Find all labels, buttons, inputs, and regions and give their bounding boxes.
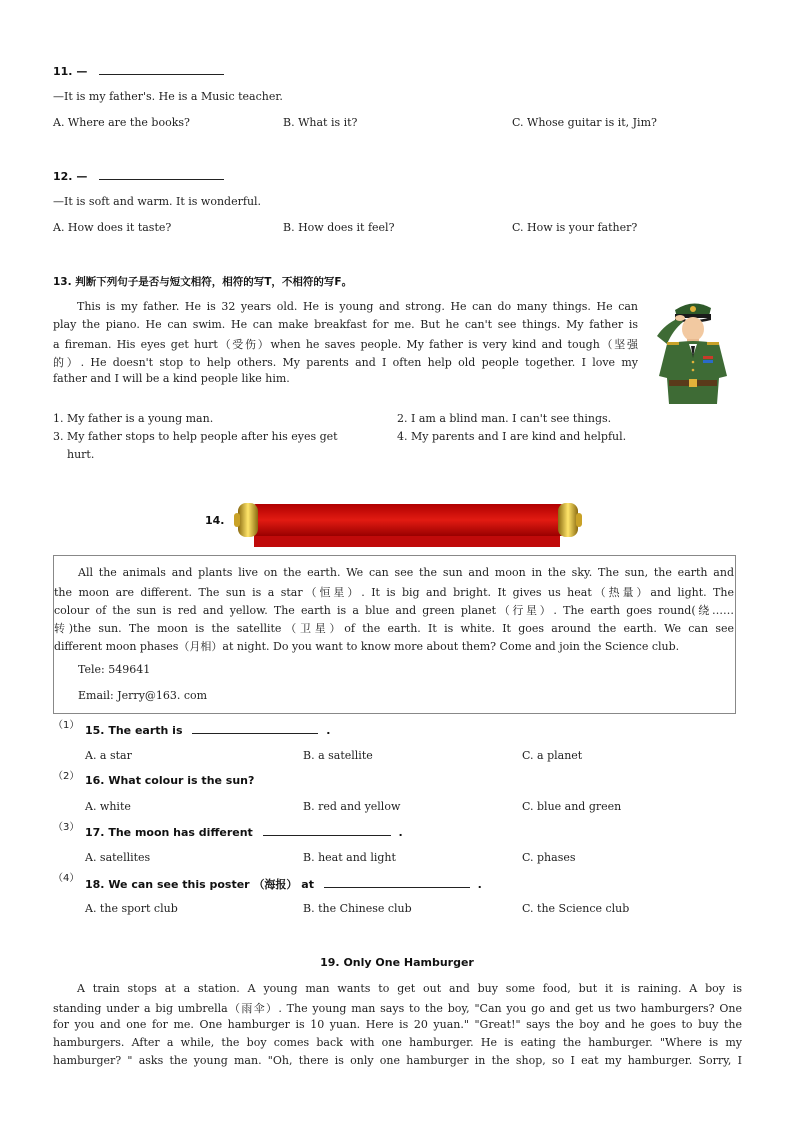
q13-statement-1: 1. My father is a young man.	[53, 412, 214, 425]
q14-tele: Tele: 549641	[78, 663, 151, 676]
q12-number: 12. —	[53, 170, 88, 183]
q13-statement-3-cont: hurt.	[67, 448, 95, 461]
q12-stem	[53, 169, 224, 183]
q15-blank	[192, 723, 318, 734]
q15-option-a: A. a star	[85, 749, 132, 762]
q18-option-c: C. the Science club	[522, 902, 630, 915]
q18-stem: 18. We can see this poster （海报） at .	[85, 878, 482, 891]
q11-blank	[99, 64, 224, 75]
q17-stem: 17. The moon has different .	[85, 826, 403, 839]
q14-passage-line: different moon phases（月相）at night. Do you want to know more about them? Come and join the Science club.	[54, 640, 680, 653]
q11-option-a: A. Where are the books?	[53, 116, 190, 129]
saluting-soldier-illustration	[645, 296, 741, 408]
q17-option-a: A. satellites	[85, 851, 151, 864]
q17-option-b: B. heat and light	[303, 851, 396, 864]
q12-option-a: A. How does it taste?	[53, 221, 172, 234]
q17-blank	[263, 825, 391, 836]
q13-passage-line: father and I will be a kind people like him.	[53, 372, 290, 385]
q18-blank	[324, 877, 470, 888]
subquestion-number: （4）	[53, 873, 80, 884]
q16-option-a: A. white	[85, 800, 131, 813]
q15-stem: 15. The earth is .	[85, 724, 331, 737]
q16-option-b: B. red and yellow	[303, 800, 401, 813]
q14-passage-line: All the animals and plants live on the earth. We can see the sun and moon in the sky. The sun, the earth and	[78, 566, 734, 579]
q14-email: Email: Jerry@163. com	[78, 689, 208, 702]
subquestion-number: （2）	[53, 771, 80, 782]
q11-stem	[53, 64, 224, 78]
q13-statement-3: 3. My father stops to help people after his eyes get	[53, 430, 338, 443]
q13-passage-line: a fireman. His eyes get hurt（受伤）when he saves people. My father is very kind and tough（坚强	[53, 338, 638, 351]
q12-answer-line: —It is soft and warm. It is wonderful.	[53, 195, 262, 208]
q13-passage-line: 的）. He doesn't stop to help others. My parents and I often help old people together. I love my	[53, 356, 638, 369]
red-scroll-banner	[232, 500, 584, 550]
q14-passage-line: the moon are different. The sun is a star（恒星）. It is big and bright. It gives us heat（热量）and light. The	[54, 586, 734, 599]
q17-option-c: C. phases	[522, 851, 576, 864]
q12-option-b: B. How does it feel?	[283, 221, 395, 234]
q11-number: 11. —	[53, 65, 88, 78]
q19-passage-line: for you and one for me. One hamburger is 10 yuan. Here is 20 yuan." "Great!" says the boy and he goes to buy the	[53, 1018, 742, 1031]
q13-instruction: 13. 判断下列句子是否与短文相符，相符的写T，不相符的写F。	[53, 276, 353, 288]
q13-statement-2: 2. I am a blind man. I can't see things.	[397, 412, 612, 425]
q11-option-b: B. What is it?	[283, 116, 358, 129]
q19-passage-line: standing under a big umbrella（雨伞）. The young man says to the boy, "Can you go and get us two hamburgers? One	[53, 1002, 742, 1015]
q19-passage-line: hamburgers. After a while, the boy comes back with one hamburger. He is eating the hamburger. "Where is my	[53, 1036, 742, 1049]
q15-option-c: C. a planet	[522, 749, 583, 762]
q12-blank	[99, 169, 224, 180]
q16-option-c: C. blue and green	[522, 800, 622, 813]
q13-passage-line: This is my father. He is 32 years old. He is young and strong. He can do many things. He can	[77, 300, 638, 313]
q11-option-c: C. Whose guitar is it, Jim?	[512, 116, 657, 129]
q13-passage-line: play the piano. He can swim. He can make breakfast for me. But he can't see things. My father is	[53, 318, 638, 331]
q19-title: 19. Only One Hamburger	[320, 956, 474, 969]
q19-passage-line: hamburger? " asks the young man. "Oh, there is only one hamburger in the shop, so I eat my hamburger. Sorry, I	[53, 1054, 742, 1067]
q12-option-c: C. How is your father?	[512, 221, 638, 234]
q14-passage-line: 转)the sun. The moon is the satellite（卫星）of the earth. It is white. It goes around the earth. We can see	[54, 622, 734, 635]
subquestion-number: （1）	[53, 720, 80, 731]
q18-option-b: B. the Chinese club	[303, 902, 412, 915]
q15-option-b: B. a satellite	[303, 749, 373, 762]
q16-stem: 16. What colour is the sun?	[85, 774, 255, 787]
subquestion-number: （3）	[53, 822, 80, 833]
q14-passage-line: colour of the sun is red and yellow. The earth is a blue and green planet（行星）. The earth goes round(绕……	[54, 604, 734, 617]
q11-answer-line: —It is my father's. He is a Music teacher.	[53, 90, 283, 103]
q18-option-a: A. the sport club	[85, 902, 178, 915]
q13-statement-4: 4. My parents and I are kind and helpful.	[397, 430, 627, 443]
q14-number: 14.	[205, 514, 225, 527]
q19-passage-line: A train stops at a station. A young man wants to get out and buy some food, but it is raining. A boy is	[77, 982, 742, 995]
